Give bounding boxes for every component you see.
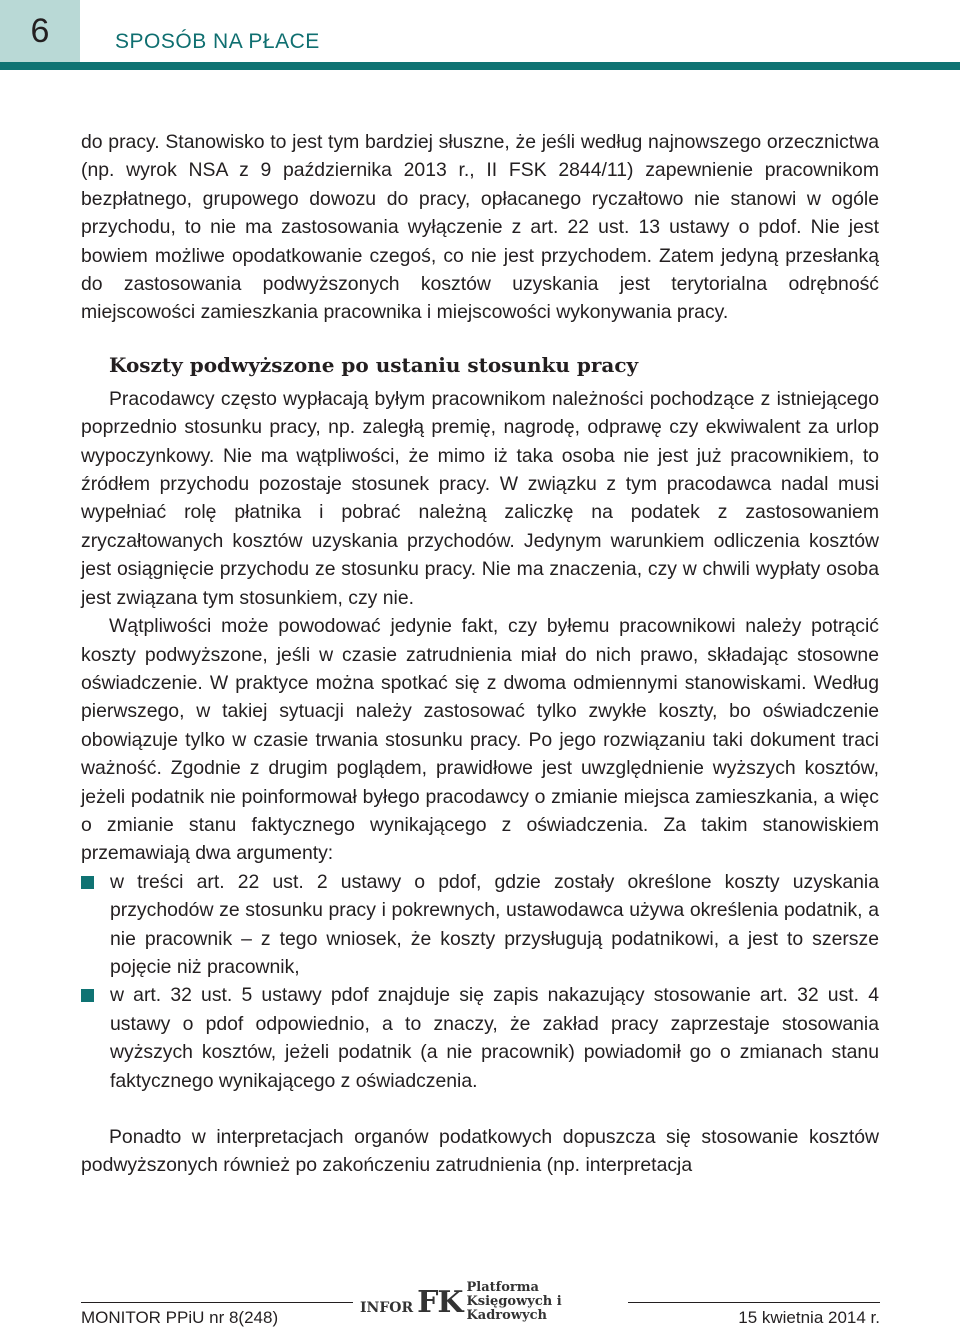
square-bullet-icon — [81, 876, 94, 889]
square-bullet-icon — [81, 989, 94, 1002]
section-title: SPOSÓB NA PŁACE — [115, 30, 320, 53]
footer-rule-right — [628, 1302, 880, 1303]
article-body — [81, 128, 879, 1180]
spacer — [81, 1095, 879, 1123]
header-rule — [0, 62, 960, 70]
paragraph-3: Wątpliwości może powodować jedynie fakt, czy byłemu pracownikowi należy potrącić koszty podwyższone, jeśli w czasie zatrudnienia miał do nich prawo, składając stosowne oświadczenie. W praktyce można spotkać się z dwoma odmiennymi stanowiskami. Według pierwszego, w takiej sytuacji należy zastosować tylko zwykłe koszty, bo oświadczenie obowiązuje tylko w czasie trwania stosunku pracy. Po jego rozwiązaniu taki dokument traci ważność. Zgodnie z drugim poglądem, prawidłowe jest uwzględnienie wyższych kosztów, jeżeli podatnik nie poinformował byłego pracodawcy o zmianie miejsca zamieszkania, a więc o zmianie stanu faktycznego wynikającego z oświadczenia. Za takim stanowiskiem przemawiają dwa argumenty: — [81, 615, 879, 865]
logo-line-2: Księgowych i Kadrowych — [466, 1294, 562, 1323]
page-footer — [0, 1280, 960, 1332]
logo-line-1: Platforma — [466, 1280, 539, 1295]
footer-rule-left — [81, 1302, 353, 1303]
issue-date: 15 kwietnia 2014 r. — [738, 1308, 880, 1327]
subheading: Koszty podwyższone po ustaniu stosunku pracy — [109, 352, 639, 377]
argument-list — [81, 868, 879, 1095]
logo-infor: INFOR — [360, 1300, 414, 1316]
page-number: 6 — [0, 0, 80, 62]
logo-text — [467, 1281, 623, 1323]
list-item-text: w art. 32 ust. 5 ustawy pdof znajduje się zapis nakazujący stosowanie art. 32 ust. 4 ustawy o pdof odpowiednio, a to znaczy, że zakład pracy zaprzestaje stosowania wyższych kosztów, jeżeli podatnik (a nie pracownik) powiadomił go o zmianach stanu faktycznego wynikającego z oświadczenia. — [110, 984, 879, 1092]
publisher-logo — [360, 1280, 622, 1323]
list-item-text: w treści art. 22 ust. 2 ustawy o pdof, gdzie zostały określone koszty uzyskania przychodów ze stosunku pracy i pokrewnych, ustawodawca używa określenia podatnik, a nie pracownik – z tego wniosek, że koszty przysługują podatnikowi, a jest to szersze pojęcie niż pracownik, — [110, 870, 879, 978]
list-item — [81, 981, 879, 1095]
publication-name: MONITOR PPiU nr 8(248) — [81, 1308, 279, 1327]
list-item — [81, 868, 879, 982]
paragraph-2: Pracodawcy często wypłacają byłym pracownikom należności pochodzące z istniejącego poprzednio stosunku pracy, np. zaległą premię, nagrodę, odprawę czy ekwiwalent za urlop wypoczynkowy. Nie ma wątpliwości, że mimo iż taka osoba nie jest już pracownikiem, to źródłem przychodu pozostaje stosunek pracy. W związku z tym pracodawca nadal musi wypełniać rolę płatnika i pobrać należną zaliczkę na podatek z zastosowaniem zryczałtowanych kosztów uzyskania przychodów. Jedynym warunkiem odliczenia kosztów jest osiągnięcie przychodu ze stosunku pracy. Nie ma znaczenia, czy w chwili wypłaty osoba jest związana tym stosunkiem, czy nie. — [81, 387, 879, 609]
paragraph-1: do pracy. Stanowisko to jest tym bardziej słuszne, że jeśli według najnowszego orzecznictwa (np. wyrok NSA z 9 października 2013 r., II FSK 2844/11) zapewnienie pracownikom bezpłatnego, grupowego dowozu do pracy, opłacanego ryczałtowo nie stanowi w ogóle przychodu, to nie ma zastosowania wyłączenie z art. 22 ust. 13 ustawy o pdof. Nie jest bowiem możliwe opodatkowanie czegoś, co nie jest przychodem. Zatem jedyną przesłanką do zastosowania podwyższonych kosztów uzyskania jest terytorialna odrębność miejscowości zamieszkania pracownika i miejscowości wykonywania pracy. — [81, 131, 879, 324]
logo-fk: FK — [417, 1284, 463, 1320]
page-header — [0, 0, 960, 74]
paragraph-4: Ponadto w interpretacjach organów podatkowych dopuszcza się stosowanie kosztów podwyższonych również po zakończeniu zatrudnienia (np. interpretacja — [81, 1126, 879, 1177]
